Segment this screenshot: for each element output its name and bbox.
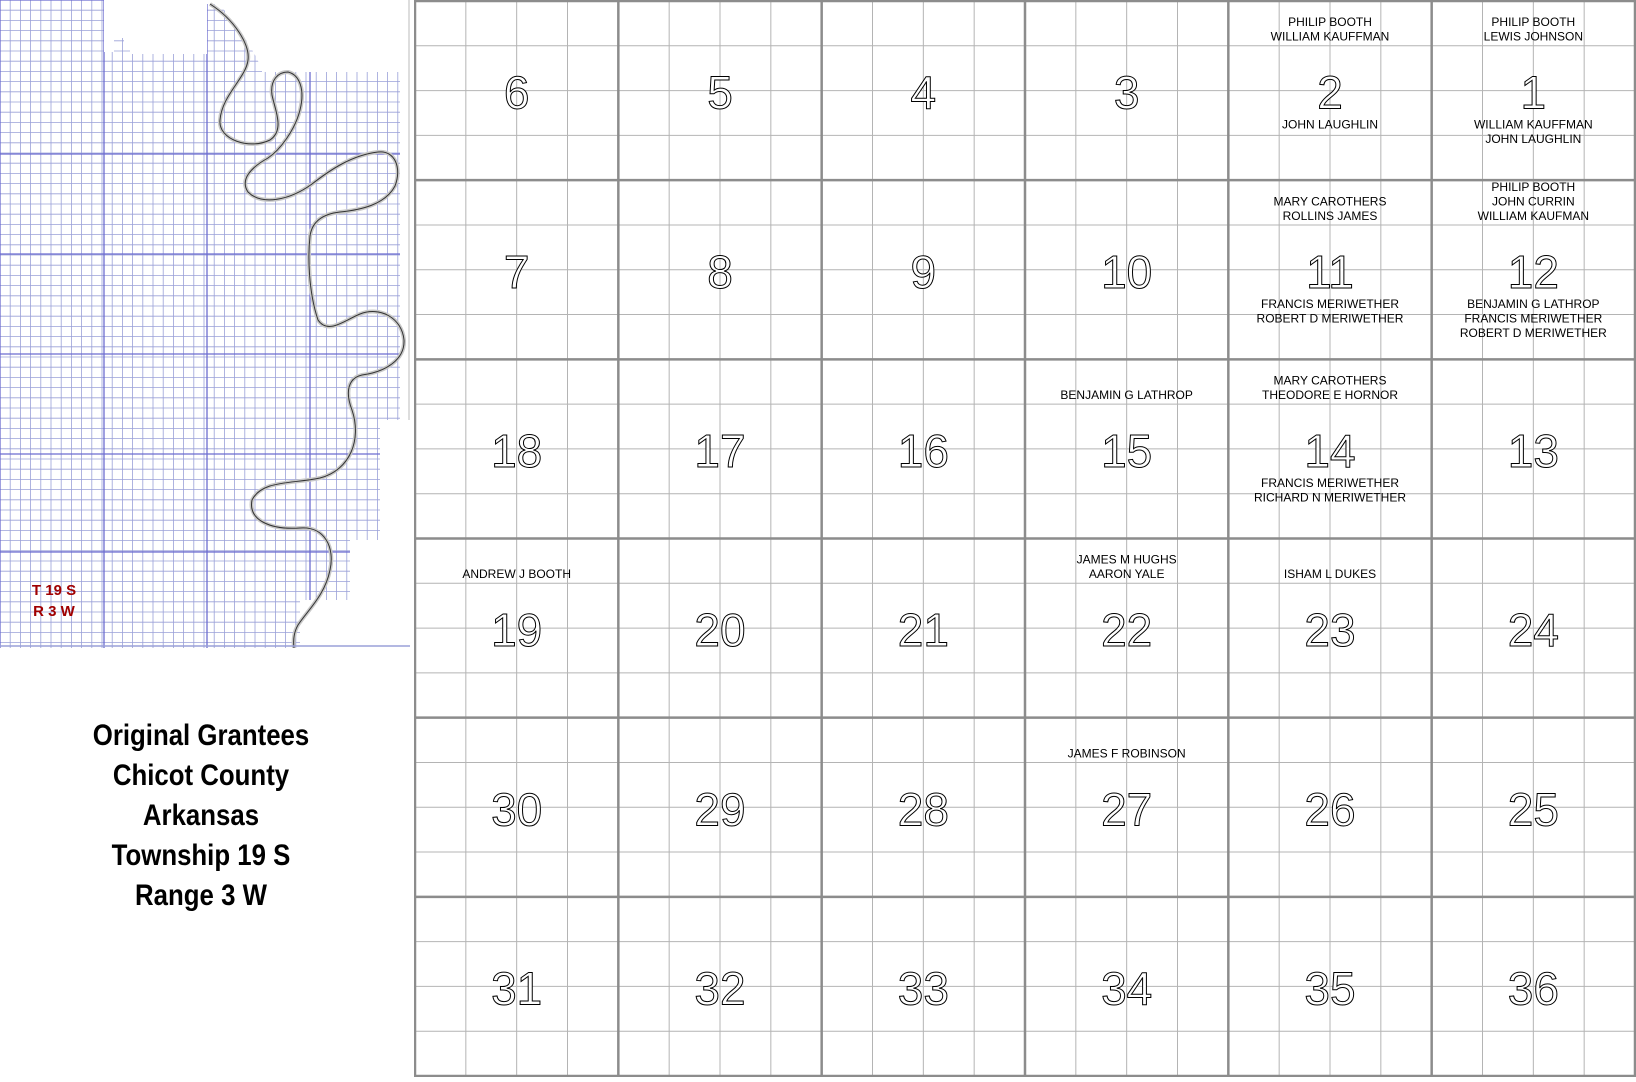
grantee-name: ANDREW J BOOTH — [462, 567, 572, 582]
grantee-name: FRANCIS MERIWETHER — [1464, 311, 1603, 326]
section-number: 12 — [1507, 245, 1559, 298]
grantee-name: PHILIP BOOTH — [1491, 179, 1576, 194]
grantee-name: PHILIP BOOTH — [1288, 15, 1372, 30]
grantee-name: JOHN CURRIN — [1491, 194, 1575, 209]
grantee-name: ROLLINS JAMES — [1282, 208, 1378, 223]
section-number: 33 — [897, 962, 949, 1015]
section-number: 22 — [1101, 604, 1153, 657]
section-14 — [1254, 373, 1406, 504]
section-number: 35 — [1304, 962, 1356, 1015]
section-number: 26 — [1304, 783, 1356, 836]
section-number: 9 — [910, 245, 937, 298]
section-25 — [1508, 783, 1559, 835]
section-5 — [707, 67, 733, 119]
title-line-county: Chicot County — [112, 759, 290, 792]
section-18 — [491, 425, 542, 477]
section-number: 31 — [491, 962, 543, 1015]
section-33 — [898, 962, 949, 1014]
grantee-name: AARON YALE — [1088, 567, 1165, 582]
section-26 — [1304, 783, 1355, 835]
title-line-township: Township 19 S — [111, 839, 291, 872]
section-number: 25 — [1507, 783, 1559, 836]
section-21 — [898, 604, 949, 656]
section-number: 23 — [1304, 604, 1356, 657]
section-8 — [707, 246, 733, 298]
section-number: 4 — [910, 66, 937, 119]
section-10 — [1101, 246, 1152, 298]
township-map — [414, 0, 1636, 1077]
section-number: 36 — [1507, 962, 1559, 1015]
section-number: 1 — [1520, 66, 1547, 119]
section-30 — [491, 783, 542, 835]
section-23 — [1284, 567, 1376, 656]
section-number: 20 — [694, 604, 746, 657]
section-24 — [1508, 604, 1559, 656]
title-line-grantees: Original Grantees — [92, 719, 310, 752]
section-number: 5 — [707, 66, 733, 119]
grantee-name: BENJAMIN G LATHROP — [1467, 296, 1600, 311]
section-number: 7 — [503, 245, 530, 298]
section-17 — [694, 425, 745, 477]
grantee-name: WILLIAM KAUFFMAN — [1270, 29, 1390, 44]
grantee-name: FRANCIS MERIWETHER — [1261, 475, 1399, 490]
township-label: T 19 S — [31, 582, 77, 599]
section-6 — [504, 67, 530, 119]
grantee-name: BENJAMIN G LATHROP — [1060, 387, 1193, 402]
grantee-name: RICHARD N MERIWETHER — [1254, 490, 1406, 505]
section-number: 19 — [491, 604, 543, 657]
grantee-name: FRANCIS MERIWETHER — [1261, 296, 1399, 311]
section-28 — [898, 783, 949, 835]
grantee-name: MARY CAROTHERS — [1273, 373, 1387, 388]
locator-map — [0, 0, 410, 648]
section-13 — [1508, 425, 1559, 477]
grantee-name: LEWIS JOHNSON — [1483, 29, 1584, 44]
title-line-range: Range 3 W — [135, 879, 267, 912]
section-number: 27 — [1101, 783, 1153, 836]
section-19 — [462, 567, 571, 656]
section-number: 2 — [1317, 66, 1343, 119]
sections-layer — [462, 15, 1607, 1014]
grantee-name: JAMES F ROBINSON — [1067, 746, 1186, 761]
section-number: 28 — [897, 783, 949, 836]
section-29 — [694, 783, 745, 835]
grantee-name: JOHN LAUGHLIN — [1281, 117, 1379, 132]
township-grid — [414, 0, 1636, 1077]
grantee-name: THEODORE E HORNOR — [1261, 387, 1399, 402]
section-2 — [1271, 15, 1390, 131]
section-number: 24 — [1507, 604, 1559, 657]
section-number: 32 — [694, 962, 746, 1015]
section-lines — [414, 0, 1636, 1077]
section-35 — [1304, 962, 1355, 1014]
section-number: 10 — [1101, 245, 1153, 298]
range-label: R 3 W — [33, 603, 75, 620]
section-11 — [1257, 194, 1404, 325]
section-number: 11 — [1306, 245, 1354, 298]
section-27 — [1068, 746, 1186, 835]
map-title — [0, 716, 402, 916]
section-number: 13 — [1507, 424, 1559, 477]
section-number: 29 — [694, 783, 746, 836]
section-12 — [1460, 180, 1607, 340]
section-4 — [911, 67, 937, 119]
grantee-name: ISHAM L DUKES — [1283, 567, 1377, 582]
township-range-label — [14, 580, 94, 622]
grantee-name: ROBERT D MERIWETHER — [1256, 311, 1404, 326]
section-15 — [1060, 388, 1192, 477]
section-number: 21 — [897, 604, 949, 657]
section-16 — [898, 425, 949, 477]
locator-map-graphic — [0, 0, 410, 648]
grantee-name: WILLIAM KAUFMAN — [1477, 208, 1590, 223]
section-36 — [1508, 962, 1559, 1014]
grantee-name: JOHN LAUGHLIN — [1485, 132, 1582, 147]
section-number: 17 — [694, 424, 746, 477]
title-line-state: Arkansas — [142, 799, 260, 832]
grantee-name: PHILIP BOOTH — [1491, 15, 1576, 30]
locator-grid — [0, 0, 410, 648]
section-number: 15 — [1101, 424, 1153, 477]
section-number: 30 — [491, 783, 543, 836]
grantee-name: JAMES M HUGHS — [1076, 552, 1177, 567]
grantee-name: WILLIAM KAUFFMAN — [1473, 117, 1593, 132]
section-31 — [491, 962, 542, 1014]
section-34 — [1101, 962, 1152, 1014]
section-number: 18 — [491, 424, 543, 477]
section-number: 16 — [897, 424, 949, 477]
section-32 — [694, 962, 745, 1014]
section-9 — [911, 246, 937, 298]
section-number: 3 — [1113, 66, 1140, 119]
grantee-name: ROBERT D MERIWETHER — [1459, 325, 1607, 340]
section-3 — [1114, 67, 1140, 119]
section-20 — [694, 604, 745, 656]
section-1 — [1474, 15, 1593, 146]
section-number: 34 — [1101, 962, 1153, 1015]
section-22 — [1077, 553, 1177, 657]
grantee-name: MARY CAROTHERS — [1273, 194, 1387, 209]
section-7 — [504, 246, 530, 298]
section-number: 14 — [1304, 424, 1356, 477]
section-number: 8 — [707, 245, 733, 298]
section-number: 6 — [503, 66, 530, 119]
